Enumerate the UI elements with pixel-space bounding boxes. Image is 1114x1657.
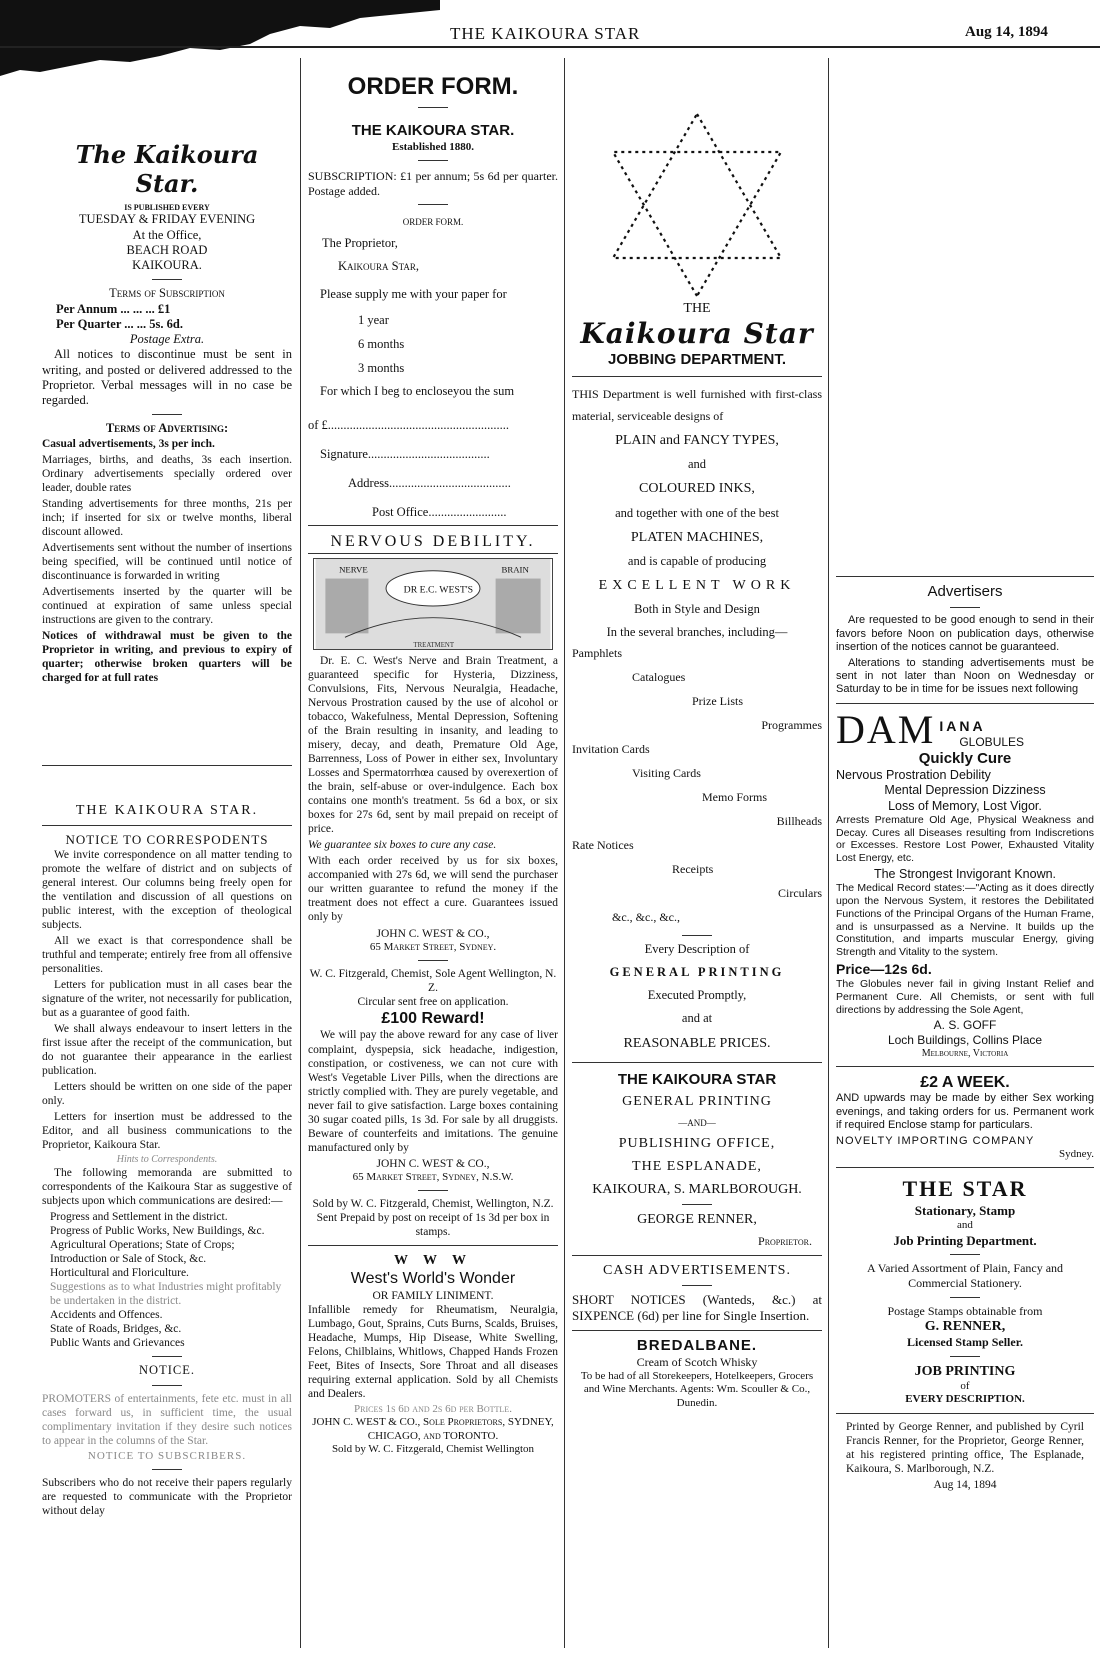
executed-promptly: Executed Promptly, (647, 988, 747, 1003)
nerve-label: NERVE (339, 564, 368, 575)
post-office-label: Post Office (372, 505, 429, 520)
star-of-david-icon (597, 110, 797, 300)
option-6-months[interactable]: 6 months (358, 336, 405, 351)
reasonable-prices: REASONABLE PRICES. (623, 1035, 771, 1051)
adv-term: Advertisements inserted by the quarter will be continued at expiration of same unless special instructions are given to the contrary. (42, 585, 292, 626)
pub-line: IS PUBLISHED EVERY (124, 202, 210, 212)
esplanade: THE ESPLANADE, (632, 1159, 762, 1175)
publishing-office: PUBLISHING OFFICE, (618, 1136, 776, 1152)
two-pound-week: £2 A WEEK. (920, 1073, 1010, 1091)
reward-title: £100 Reward! (381, 1009, 485, 1027)
and-at: and at (681, 1011, 713, 1026)
jobbing-items-list (572, 641, 822, 929)
treatment-label: TREATMENT (413, 642, 455, 650)
adv-term: Notices of withdrawal must be given to the Proprietor in writing, and previous to expiry of quarter; otherwise broken quarters will be charged for at full rates (42, 629, 292, 684)
liniment-sold: Sold by W. C. Fitzgerald, Chemist Wellington (331, 1443, 535, 1456)
reward-text: We will pay the above reward for any case of liver complaint, dyspepsia, sick headache, indigestion, constipation, or costiveness, we can not cure with West's Vegetable Liver Pills, when the directions are strictly complied with. They are purely vegetable, and never fail to give satisfaction. Large boxes containing 30 sugar coated pills, 1s 3d. For sale by all druggists. Beware of counterfeits and imitations. The genuine manufactured only by (308, 1029, 558, 1154)
price-text: The Globules never fail in giving Instant Relief and Permanent Cure. All Chemists, or sent with full directions by addressing the Sole Agent, (836, 978, 1094, 1016)
dept-intro: THIS Department is well furnished with first-class material, serviceable designs of (572, 386, 822, 424)
option-1-year[interactable]: 1 year (358, 313, 389, 328)
hints-heading: Hints to Correspondents. (116, 1154, 218, 1166)
every-description: Every Description of (644, 941, 750, 956)
promoters-notice: PROMOTERS of entertainments, fete etc. must in all cases forward us, in sufficient time, the usual complimentary invitation if they desire such notices to appear in the columns of the Star. (42, 1392, 292, 1447)
list-item: Invitation Cards (572, 741, 650, 756)
signature-field[interactable]: Signature....................................... (320, 446, 490, 461)
iana-group (939, 718, 1024, 750)
scotch-whisky: Cream of Scotch Whisky (636, 1355, 758, 1370)
every-description: EVERY DESCRIPTION. (905, 1393, 1025, 1406)
price: Price—12s 6d. (836, 961, 932, 977)
company-address: 65 Market Street, Sydney, N.S.W. (352, 1170, 514, 1183)
agent-city: Melbourne, Victoria (921, 1047, 1009, 1059)
symptom-line: Nervous Prostration Debility (836, 768, 991, 783)
george-renner: GEORGE RENNER, (637, 1212, 757, 1228)
subscribers-notice: Subscribers who do not receive their papers regularly are requested to communicate with the Proprietor without delay (42, 1477, 292, 1518)
column-4 (830, 50, 1100, 1650)
adv-term: Advertisements sent without the number of insertions being specified, will be continued until notice of discontinuance is forwarded in writing (42, 541, 292, 582)
symptom-line: Loss of Memory, Lost Vigor. (888, 798, 1042, 813)
and-line: and (687, 457, 707, 472)
stationary-stamp: Stationary, Stamp (914, 1203, 1016, 1219)
list-item: &c., &c., &c., (612, 909, 680, 924)
sent-prepaid: Sent Prepaid by post on receipt of 1s 3d per box in stamps. (316, 1212, 550, 1239)
list-item: Horticultural and Floriculture. (50, 1267, 189, 1280)
list-item: Suggestions as to what Industries might profitably be undertaken in the district. (50, 1281, 282, 1308)
whisky-agents: To be had of all Storekeepers, Hotelkeepers, Grocers and Wine Merchants. Agents: Wm. Scouller & Co., Dunedin. (580, 1369, 814, 1409)
signature-label: Signature (320, 446, 368, 461)
correspondence-para: We invite correspondence on all matter tending to promote the welfare of district and on subjects of general interest. Our columns being freely open for the ventilation and discussion of all questions on public interest, with the exception of theological subjects. (42, 848, 292, 931)
adv-term: Marriages, births, and deaths, 3s each insertion. Ordinary advertisements specially ordered over leader, double rates (42, 453, 292, 494)
amount-field[interactable]: of £.......................................................... (308, 417, 510, 432)
dr-west-label: DR E.C. WEST'S (403, 584, 474, 596)
medical-record: The Medical Record states:—"Acting as it does directly upon the Nervous System, it restores the Debilitated Functions of the Principal Organs of the Human Frame, and is unsurpassed as a Nervine. It builds up the Constitution, and imparts muscular Energy, giving Strength and Vitality to the system. (836, 882, 1094, 959)
together-line: and together with one of the best (615, 505, 779, 520)
plain-fancy-types: PLAIN and FANCY TYPES, (615, 433, 779, 449)
g-renner: G. RENNER, (924, 1319, 1006, 1335)
general-printing: GENERAL PRINTING (609, 964, 785, 979)
varied-assortment: A Varied Assortment of Plain, Fancy and Commercial Stationery. (866, 1261, 1064, 1291)
adv-term: Casual advertisements, 3s per inch. (42, 437, 215, 450)
notice-heading: NOTICE. (139, 1363, 195, 1378)
and-divider: —AND— (678, 1118, 716, 1129)
agent-name: A. S. GOFF (933, 1018, 997, 1033)
terms-advertising-heading: Terms of Advertising: (105, 421, 229, 436)
circular-free: Circular sent free on application. (357, 995, 509, 1008)
coloured-inks: COLOURED INKS, (639, 481, 755, 497)
pub-line: BEACH ROAD (126, 242, 208, 257)
quickly-cure: Quickly Cure (918, 749, 1012, 767)
week-text: AND upwards may be made by either Sex working evenings, and taking orders for us. Permanent work if required Enclose stamp for particulars. (836, 1092, 1094, 1132)
novelty-company: NOVELTY IMPORTING COMPANY (836, 1134, 1035, 1147)
column-divider (300, 58, 301, 1648)
correspondence-para: The following memoranda are submitted to correspondents of the Kaikoura Star as suggestive of subjects upon which communications are desired:— (42, 1167, 292, 1208)
form-heading: ORDER FORM. (402, 217, 464, 228)
damiana-heading (836, 706, 1094, 752)
list-item: Rate Notices (572, 837, 634, 852)
nervous-debility-title: NERVOUS DEBILITY. (308, 532, 558, 555)
column-divider (564, 58, 565, 1648)
style-design: Both in Style and Design (634, 602, 760, 617)
branches-line: In the several branches, including— (606, 625, 788, 640)
discontinue-notice: All notices to discontinue must be sent in writing, and posted or delivered addressed to the Proprietor. Verbal messages will in no case be regarded. (42, 347, 292, 408)
list-item: Accidents and Offences. (50, 1309, 163, 1322)
liniment-text: Infallible remedy for Rheumatism, Neuralgia, Lumbago, Gout, Sprains, Cuts Burns, Scalds, Bruises, Headache, Mumps, Hip Disease, White Swelling, Felons, Chilblains, Whitlows, Chapped Hands Frozen Feet, Bites of Insects, Sore Throat and all diseases requiring external application. Sold by all Chemists and Dealers. (308, 1303, 558, 1400)
list-item: Programmes (761, 717, 822, 732)
correspondence-para: All we exact is that correspondence shall be truthful and temperate; entirely free from all offensive personalities. (42, 934, 292, 975)
column-2 (302, 50, 564, 1650)
list-item: Progress and Settlement in the district. (50, 1211, 228, 1224)
paper-name: THE KAIKOURA STAR. (351, 122, 515, 140)
list-item: Progress of Public Works, New Buildings, &c. (50, 1225, 265, 1238)
correspondence-para: Letters should be written on one side of the paper only. (42, 1080, 292, 1107)
subscribers-heading: NOTICE TO SUBSCRIBERS. (87, 1449, 247, 1462)
imprint: Printed by George Renner, and published by Cyril Francis Renner, for the Proprietor, George Renner, at his registered printing office, The Esplanade, Kaikoura, S. Marlborough, N.Z. (846, 1420, 1084, 1475)
subscription-options (308, 309, 558, 380)
excellent-work: EXCELLENT WORK (598, 578, 796, 594)
column-3 (566, 50, 828, 1650)
sydney-label: Sydney. (1058, 1148, 1094, 1161)
postage-extra: Postage Extra. (129, 332, 205, 347)
list-item: Memo Forms (702, 789, 768, 804)
correspondence-para: Letters for insertion must be addressed to the Editor, and all business communications to the Proprietor, Kaikoura Star. (42, 1111, 292, 1152)
list-item: State of Roads, Bridges, &c. (50, 1323, 182, 1336)
notice-correspondents-title: NOTICE TO CORRESPODENTS (65, 831, 269, 847)
address-field[interactable]: Address....................................... (348, 476, 511, 491)
ks-title: THE KAIKOURA STAR (617, 1070, 777, 1088)
masthead: The Kaikoura Star. (75, 140, 259, 199)
the-star-title: THE STAR (902, 1176, 1028, 1202)
postage-stamps: Postage Stamps obtainable from (887, 1303, 1043, 1318)
post-office-field[interactable]: Post Office......................... (372, 505, 507, 520)
cash-advertisements: CASH ADVERTISEMENTS. (603, 1263, 791, 1279)
pub-line: TUESDAY & FRIDAY EVENING (78, 212, 256, 227)
advertisers-text: Alterations to standing advertisements must be sent in not later than Noon on Wednesday or Saturday to be in time for be issues next following (836, 656, 1094, 696)
per-annum: Per Annum ... ... ... £1 (56, 301, 171, 316)
proprietor-line: The Proprietor, (322, 236, 398, 251)
company-address: 65 Market Street, Sydney. (369, 940, 497, 953)
list-item: Catalogues (632, 669, 686, 684)
per-quarter: Per Quarter ... ... 5s. 6d. (56, 316, 183, 331)
proprietor-label: Proprietor. (758, 1234, 812, 1249)
list-item: Prize Lists (692, 693, 743, 708)
paper-title: THE KAIKOURA STAR. (75, 802, 259, 818)
header-title: THE KAIKOURA STAR (450, 24, 641, 43)
address-label: Address (348, 476, 389, 491)
www-heading: W W W (394, 1253, 472, 1269)
kaikoura-marlborough: KAIKOURA, S. MARLBOROUGH. (592, 1182, 802, 1198)
header-rule (0, 46, 1100, 48)
list-item: Receipts (672, 861, 714, 876)
liniment-company: JOHN C. WEST & CO., Sole Proprietors, SYDNEY, CHICAGO, and TORONTO. (312, 1416, 554, 1442)
nervous-debility-text: Dr. E. C. West's Nerve and Brain Treatment, a guaranteed specific for Hysteria, Dizziness, Convulsions, Fits, Nervous Neuralgia, Headache, Nervous Prostration caused by the use of alcohol or tobacco, Wakefulness, Mental Depression, Softening of the Brain resulting in insanity, and leading to misery, decay, and death, Premature Old Age, Barrenness, Loss of Power in either sex, Involuntary Losses and Spermatorrhœa caused by overexertion of the brain, self-abuse or over-indulgence. Each box contains one month's treatment. 5s 6d a box, or six boxes for 27s 6d, sent by mail prepaid on receipt of price. (308, 655, 558, 836)
dam-letters: DAM (836, 706, 936, 752)
list-item: Visiting Cards (632, 765, 701, 780)
correspondence-para: Letters for publication must in all cases bear the signature of the writer, not necessarily for publication, but as a guarantee of good faith. (42, 978, 292, 1019)
order-form-title: ORDER FORM. (347, 73, 519, 100)
subjects-list (42, 1210, 292, 1350)
kaikoura-star-line: Kaikoura Star, (338, 259, 420, 274)
correspondence-para: We shall always endeavour to insert letters in the first issue after the receipt of the communication, but do not guarantee their appearance in the earliest publication. (42, 1022, 292, 1077)
capable-line: and is capable of producing (627, 553, 767, 568)
job-printing: JOB PRINTING (914, 1363, 1016, 1379)
short-notices: SHORT NOTICES (Wanteds, &c.) at SIXPENCE (6d) per line for Single Insertion. (572, 1292, 822, 1323)
liniment-subtitle: OR FAMILY LINIMENT. (372, 1289, 494, 1302)
and-label: and (957, 1219, 973, 1232)
advertisers-text: Are requested to be good enough to send in their favors before Noon on publication days, otherwise insertion of the notices cannot be guaranteed. (836, 614, 1094, 654)
enclose-line: For which I beg to encloseyou the sum (320, 384, 515, 399)
subscription-rates: SUBSCRIPTION: £1 per annum; 5s 6d per quarter. Postage added. (308, 168, 558, 198)
list-item: Pamphlets (572, 645, 622, 660)
strongest-invigorant: The Strongest Invigorant Known. (873, 866, 1057, 881)
option-3-months[interactable]: 3 months (358, 360, 405, 375)
imprint-date: Aug 14, 1894 (933, 1478, 997, 1491)
kaikoura-star-gothic: Kaikoura Star (580, 317, 814, 351)
column-divider (828, 58, 829, 1648)
guarantee-text: We guarantee six boxes to cure any case. (308, 839, 497, 852)
header-date: Aug 14, 1894 (965, 24, 1048, 40)
sole-agent: W. C. Fitzgerald, Chemist, Sole Agent Wellington, N. Z. (309, 967, 557, 994)
platen-machines: PLATEN MACHINES, (630, 529, 764, 545)
liniment-price: Prices 1s 6d and 2s 6d per Bottle. (354, 1402, 512, 1415)
pub-line: KAIKOURA. (132, 258, 202, 273)
nerve-brain-treatment-image (313, 558, 553, 650)
established: Established 1880. (392, 140, 474, 153)
please-supply: Please supply me with your paper for (320, 286, 507, 301)
guarantee-text-2: With each order received by us for six boxes, accompanied with 27s 6d, we will send the purchaser our written guarantee to refund the money if the treatment does not effect a cure. Guarantees issued only by (308, 855, 558, 924)
iana-letters: IANA (939, 718, 986, 735)
bredalbane-title: BREDALBANE. (636, 1336, 758, 1354)
advertisers-title: Advertisers (927, 583, 1003, 600)
adv-term: Standing advertisements for three months, 21s per inch; if inserted for six or twelve months, liberal discount allowed. (42, 497, 292, 538)
list-item: Public Wants and Grievances (50, 1337, 185, 1350)
general-printing-2: GENERAL PRINTING (622, 1094, 772, 1110)
agent-address: Loch Buildings, Collins Place (887, 1033, 1043, 1048)
list-item: Billheads (776, 813, 822, 828)
amount-label: of £ (308, 417, 328, 432)
wonder-title: West's World's Wonder (350, 1270, 516, 1288)
licensed-seller: Licensed Stamp Seller. (907, 1335, 1023, 1350)
symptom-line: Mental Depression Dizziness (884, 783, 1046, 798)
company-name: JOHN C. WEST & CO., (376, 1157, 490, 1170)
of-label: of (960, 1380, 970, 1393)
list-item: Agricultural Operations; State of Crops; Introduction or Sale of Stock, &c. (50, 1239, 235, 1266)
terms-subscription-heading: Terms of Subscription (109, 286, 225, 301)
arrests-text: Arrests Premature Old Age, Physical Weakness and Decay. Cures all Diseases resulting from Indiscretions or Excesses. Restore Lost Power, Exhausted Vitality Lost Energy, etc. (836, 813, 1094, 865)
brain-label: BRAIN (501, 564, 529, 575)
job-printing-dept: Job Printing Department. (893, 1232, 1037, 1248)
company-name: JOHN C. WEST & CO., (376, 927, 490, 940)
pub-line: At the Office, (132, 227, 202, 242)
globules-label: GLOBULES (959, 735, 1025, 750)
jobbing-department: JOBBING DEPARTMENT. (607, 351, 787, 369)
the-label: THE (683, 301, 711, 316)
sold-by: Sold by W. C. Fitzgerald, Chemist, Wellington, N.Z. (312, 1198, 554, 1211)
column-1 (36, 50, 298, 1650)
list-item: Circulars (778, 885, 822, 900)
